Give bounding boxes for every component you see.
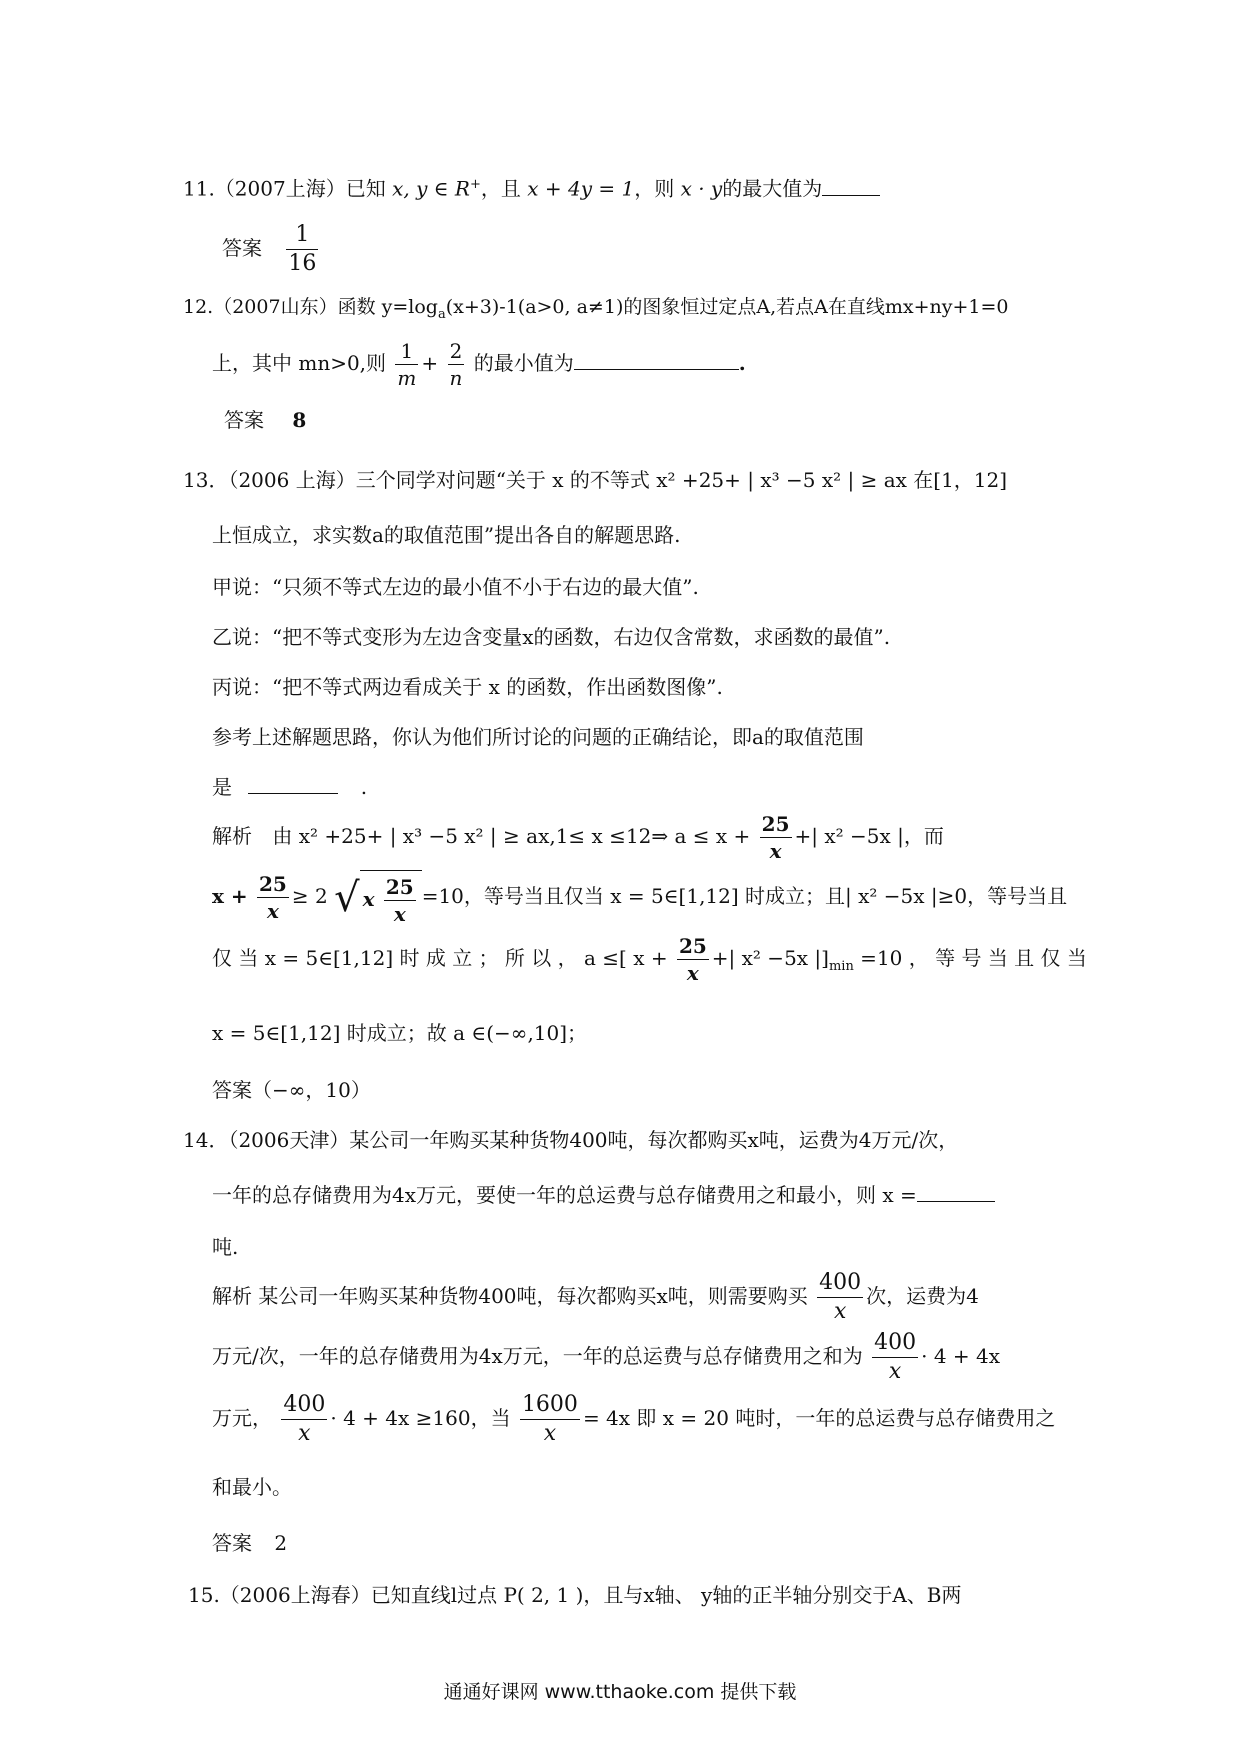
q14-line3: 吨. [212, 1235, 239, 1259]
q13-frac3-num: 25 [678, 934, 707, 958]
q14-frac4-num: 1600 [520, 1391, 580, 1420]
page-footer: 通通好课网 www.tthaoke.com 提供下载 [443, 1681, 797, 1703]
q13-frac-den: x [769, 839, 782, 863]
q11-answer-den: 16 [288, 251, 317, 276]
q12-line2 [212, 335, 746, 391]
q13-jiexi-3-b: +| x² −5x |] [711, 946, 829, 970]
sqrt-icon: √ [334, 875, 360, 921]
q14-jiexi-2-a: 万元/次，一年的总存储费用为4x万元，一年的总运费与总存储费用之和为 [212, 1344, 863, 1368]
q11-answer-label: 答案 [222, 236, 262, 260]
q13-jiexi-1-b: +| x² −5x |，而 [794, 824, 944, 848]
q13-sqrt-frac-den: x [393, 901, 406, 926]
q13-frac2-num: 25 [259, 872, 287, 896]
q12-f2-num: 2 [448, 338, 465, 365]
q13-jiexi-2-c: =10，等号当且仅当 x = 5∈[1,12] 时成立；且| x² −5x |≥0，等号当且 [421, 884, 1068, 908]
q12-answer-blank [574, 349, 739, 370]
q13-bing: 丙说：“把不等式两边看成关于 x 的函数，作出函数图像”. [212, 675, 723, 699]
q14-answer-blank [917, 1181, 995, 1202]
q14-fraction-1600x [520, 1391, 580, 1448]
q14-frac3-den: x [298, 1421, 311, 1446]
q13-line1: 13．（2006 上海）三个同学对问题“关于 x 的不等式 x² +25+ | x³ −5 x² | ≥ ax 在[1，12] [183, 468, 1008, 492]
q14-answer [212, 1528, 287, 1558]
q12-fraction-1 [395, 338, 418, 391]
q15-line1: 15.（2006上海春）已知直线l过点 P( 2, 1 )，且与x轴、 y轴的正半轴分别交于A、B两 [188, 1583, 962, 1607]
q12-answer [224, 405, 306, 435]
q11-answer-fraction [286, 221, 318, 278]
q13-yi: 乙说：“把不等式变形为左边含变量x的函数，右边仅含常数，求函数的最值”. [212, 625, 891, 649]
q13-jiexi-1-a: 由 x² +25+ | x³ −5 x² | ≥ ax,1≤ x ≤12⇒ a ≤ x + [272, 824, 751, 848]
q14-jiexi-1-a: 解析 某公司一年购买某种货物400吨，每次都购买x吨，则需要购买 [212, 1284, 808, 1308]
q12-f1-den: m [397, 366, 417, 390]
q13-jiexi-2-a: x + [212, 884, 248, 908]
q14-answer-label: 答案 [212, 1531, 252, 1555]
q11-expression: x + 4y = 1 [527, 176, 635, 201]
q13-jiexi-4: x = 5∈[1,12] 时成立；故 a ∈(−∞,10]； [212, 1021, 588, 1045]
q14-jiexi-3-a: 万元， [212, 1406, 272, 1430]
q14-frac-den: x [833, 1299, 847, 1324]
q11-mid1: ，且 [480, 176, 521, 201]
q11-condition: x, y ∈ R [392, 176, 470, 201]
q12-line1 [183, 292, 1008, 330]
q13-fraction-25x-2 [257, 871, 289, 924]
q11-target: x · y [680, 176, 723, 201]
q13-sqrt-frac-num: 25 [385, 874, 414, 899]
q12-fraction-2 [448, 338, 465, 391]
q11-tail: 的最大值为 [722, 176, 823, 201]
q13-frac2-den: x [266, 899, 279, 923]
q11-answer-num: 1 [286, 221, 318, 250]
q13-frac-num: 25 [761, 812, 790, 836]
q12-f1-num: 1 [395, 338, 418, 365]
q13-jiexi-3-a: 仅 当 x = 5∈[1,12] 时 成 立 ； 所 以 ， a ≤[ x + [212, 946, 668, 970]
q14-fraction-400x [817, 1269, 863, 1326]
q14-jiexi-1-b: 次，运费为4 [866, 1284, 979, 1308]
q12-log-base: a [437, 306, 446, 322]
q14-frac2-num: 400 [872, 1329, 918, 1358]
q13-jia: 甲说：“只须不等式左边的最小值不小于右边的最大值”. [212, 575, 699, 599]
q13-line2: 上恒成立，求实数a的取值范围”提出各自的解题思路. [212, 523, 681, 547]
q13-min-sub: min [828, 959, 854, 974]
q13-jiexi-2-b: ≥ 2 [291, 884, 328, 908]
q13-shi-label: 是 [212, 775, 232, 799]
q12-line1-a: 12.（2007山东）函数 y=log [183, 296, 438, 318]
q13-fraction-25x-3 [677, 933, 709, 986]
q13-sqrt [334, 869, 422, 927]
q14-jiexi-2 [212, 1328, 1000, 1386]
q14-jiexi-3-b: · 4 + 4x ≥160，当 [330, 1406, 511, 1430]
q14-jiexi-2-b: · 4 + 4x [921, 1344, 1001, 1368]
q13-answer: 答案（−∞，10） [212, 1078, 371, 1102]
q14-jiexi-4: 和最小。 [212, 1475, 292, 1499]
q11-answer [222, 220, 321, 278]
q14-line2-text: 一年的总存储费用为4x万元，要使一年的总运费与总存储费用之和最小，则 x = [212, 1183, 917, 1207]
q14-line2 [212, 1180, 995, 1210]
q13-reference: 参考上述解题思路，你认为他们所讨论的问题的正确结论，即a的取值范围 [212, 725, 864, 749]
q14-answer-value: 2 [274, 1531, 288, 1555]
q13-jiexi-3-c: =10 ， 等 号 当 且 仅 当 [853, 946, 1087, 970]
q12-answer-label: 答案 [224, 408, 264, 432]
q13-fraction-25x [760, 811, 792, 864]
q14-jiexi-1 [212, 1268, 979, 1326]
q14-frac3-num: 400 [281, 1391, 327, 1420]
q13-jiexi-label: 解析 [212, 824, 252, 848]
q11-answer-blank [822, 175, 880, 196]
q11-question [183, 170, 880, 204]
q12-answer-value: 8 [292, 408, 307, 432]
q14-frac2-den: x [888, 1359, 902, 1384]
q13-answer-blank [248, 773, 338, 794]
q13-shi-end: . [360, 775, 368, 799]
q14-jiexi-3 [212, 1390, 1055, 1448]
q12-line2-a: 上，其中 mn>0,则 [212, 351, 387, 375]
q13-jiexi-2 [212, 868, 1067, 927]
q12-f2-den: n [449, 366, 463, 390]
q14-frac-num: 400 [817, 1269, 863, 1298]
q14-fraction-400x-2 [872, 1329, 918, 1386]
q14-frac4-den: x [543, 1421, 557, 1446]
q13-frac3-den: x [686, 961, 699, 985]
q12-period: . [738, 351, 746, 375]
q13-jiexi-1 [212, 808, 944, 864]
q11-mid2: ，则 [634, 176, 675, 201]
q13-shi [212, 772, 367, 802]
q14-jiexi-3-c: = 4x 即 x = 20 吨时，一年的总运费与总存储费用之 [582, 1406, 1056, 1430]
q12-line2-b: 的最小值为 [473, 351, 574, 375]
q11-prefix: 11.（2007上海）已知 [183, 176, 386, 201]
q13-sqrt-x: x [362, 886, 375, 911]
q14-line1: 14．（2006天津）某公司一年购买某种货物400吨，每次都购买x吨，运费为4万元/次， [183, 1128, 959, 1152]
q12-line1-b: (x+3)-1(a>0, a≠1)的图象恒过定点A,若点A在直线mx+ny+1=0 [445, 296, 1009, 318]
q11-sup: + [469, 177, 481, 192]
q13-sqrt-fraction [384, 874, 416, 927]
q12-plus: + [421, 351, 439, 375]
q14-fraction-400x-3 [281, 1391, 327, 1448]
q13-jiexi-3 [212, 930, 1087, 995]
